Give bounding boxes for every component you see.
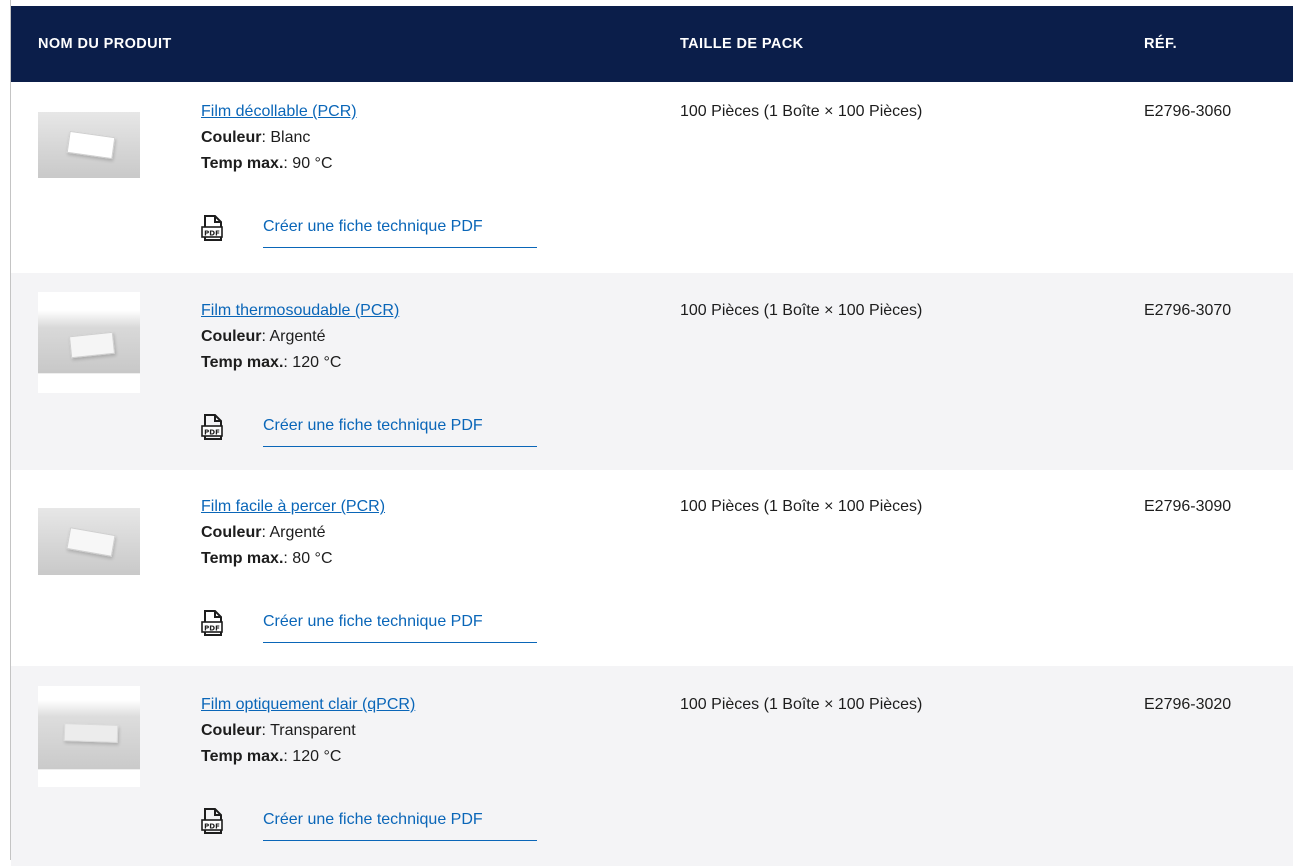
product-temp-max: Temp max.: 90 °C — [201, 155, 333, 172]
pack-size-cell: 100 Pièces (1 Boîte × 100 Pièces) — [680, 498, 923, 515]
pdf-icon — [201, 414, 223, 440]
table-header — [11, 6, 1293, 82]
product-name-link[interactable]: Film facile à percer (PCR) — [201, 498, 386, 515]
table-row — [11, 666, 1293, 866]
product-color: Couleur: Blanc — [201, 129, 311, 146]
table-row — [11, 470, 1293, 666]
table-row — [11, 82, 1293, 273]
pack-size-cell: 100 Pièces (1 Boîte × 100 Pièces) — [680, 696, 923, 713]
table-row — [11, 273, 1293, 470]
product-color: Couleur: Transparent — [201, 722, 356, 739]
pdf-link-label: Créer une fiche technique PDF — [263, 218, 483, 235]
pdf-link-label: Créer une fiche technique PDF — [263, 811, 483, 828]
pdf-link-label: Créer une fiche technique PDF — [263, 417, 483, 434]
pack-size-cell: 100 Pièces (1 Boîte × 100 Pièces) — [680, 302, 923, 319]
product-name-link[interactable]: Film décollable (PCR) — [201, 103, 357, 120]
svg-text:PDF: PDF — [204, 229, 220, 238]
product-color: Couleur: Argenté — [201, 328, 326, 345]
create-pdf-datasheet-link[interactable] — [201, 808, 537, 842]
column-header-reference[interactable]: RÉF. — [1144, 36, 1178, 52]
reference-cell: E2796-3070 — [1144, 302, 1232, 319]
product-temp-max: Temp max.: 80 °C — [201, 550, 333, 567]
pack-size-cell: 100 Pièces (1 Boîte × 100 Pièces) — [680, 103, 923, 120]
svg-text:PDF: PDF — [204, 428, 220, 437]
column-header-name[interactable]: NOM DU PRODUIT — [38, 36, 172, 52]
product-thumbnail[interactable] — [38, 508, 140, 575]
product-temp-max: Temp max.: 120 °C — [201, 748, 342, 765]
product-thumbnail[interactable] — [38, 686, 140, 787]
product-table — [11, 6, 1293, 866]
create-pdf-datasheet-link[interactable] — [201, 610, 537, 644]
product-name-link[interactable]: Film thermosoudable (PCR) — [201, 302, 400, 319]
reference-cell: E2796-3090 — [1144, 498, 1232, 515]
pdf-icon — [201, 808, 223, 834]
reference-cell: E2796-3060 — [1144, 103, 1232, 120]
product-name-link[interactable]: Film optiquement clair (qPCR) — [201, 696, 416, 713]
product-color: Couleur: Argenté — [201, 524, 326, 541]
svg-text:PDF: PDF — [204, 822, 220, 831]
pdf-icon — [201, 610, 223, 636]
column-header-pack-size[interactable]: TAILLE DE PACK — [680, 36, 804, 52]
create-pdf-datasheet-link[interactable] — [201, 414, 537, 448]
pdf-link-label: Créer une fiche technique PDF — [263, 613, 483, 630]
product-thumbnail[interactable] — [38, 112, 140, 178]
pdf-icon — [201, 215, 223, 241]
svg-text:PDF: PDF — [204, 624, 220, 633]
reference-cell: E2796-3020 — [1144, 696, 1232, 713]
product-temp-max: Temp max.: 120 °C — [201, 354, 342, 371]
create-pdf-datasheet-link[interactable] — [201, 215, 537, 249]
product-thumbnail[interactable] — [38, 292, 140, 393]
